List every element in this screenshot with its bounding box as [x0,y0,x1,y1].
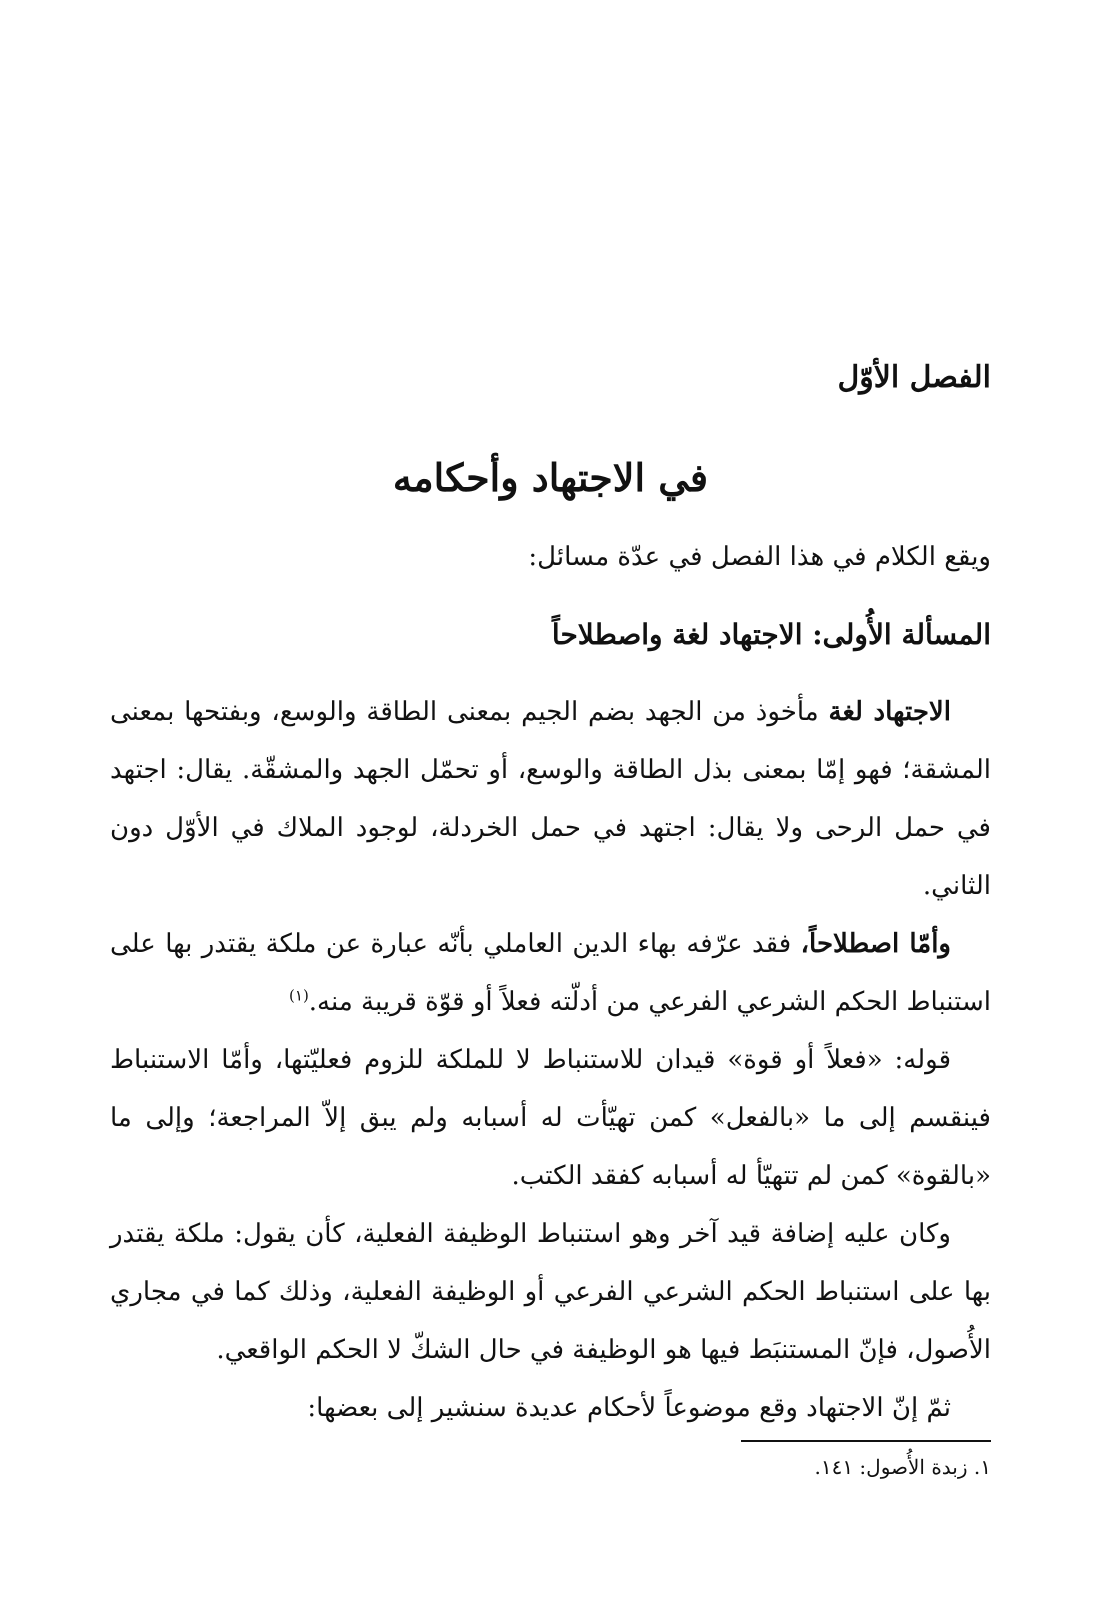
paragraph-linguistic-definition [110,683,991,915]
paragraph-addition: وكان عليه إضافة قيد آخر وهو استنباط الوظيفة الفعلية، كأن يقول: ملكة يقتدر بها على استنباط الحكم الشرعي الفرعي أو الوظيفة الفعلية، وذلك كما في مجاري الأُصول، فإنّ المستنبَط فيها هو الوظيفة في حال الشكّ لا الحكم الواقعي. [110,1219,991,1365]
chapter-label: الفصل الأوّل [837,360,991,395]
footnote-divider [741,1440,991,1442]
paragraph-text: مأخوذ من الجهد بضم الجيم بمعنى الطاقة والوسع، وبفتحها بمعنى المشقة؛ فهو إمّا بمعنى بذل الطاقة والوسع، أو تحمّل الجهد والمشقّة. يقال: اجتهد في حمل الرحى ولا يقال: اجتهد في حمل الخردلة، لوجود الملاك في الأوّل دون الثاني. [110,697,991,901]
paragraph-lead: الاجتهاد لغة [828,697,951,727]
section-heading: المسألة الأُولى: الاجتهاد لغة واصطلاحاً [551,618,991,651]
paragraph-technical-definition [110,915,991,1031]
footnote: ١. زبدة الأُصول: ١٤١. [814,1455,991,1479]
footnote-reference: (١) [289,986,309,1005]
paragraph-commentary: قوله: «فعلاً أو قوة» قيدان للاستنباط لا للملكة للزوم فعليّتها، وأمّا الاستنباط فينقسم إلى ما «بالفعل» كمن تهيّأت له أسبابه ولم يبق إلاّ المراجعة؛ وإلى ما «بالقوة» كمن لم تتهيّأ له أسبابه كفقد الكتب. [110,1045,991,1191]
paragraph-transition: ثمّ إنّ الاجتهاد وقع موضوعاً لأحكام عديدة سنشير إلى بعضها: [307,1393,951,1423]
chapter-title: في الاجتهاد وأحكامه [392,455,709,500]
intro-paragraph: ويقع الكلام في هذا الفصل في عدّة مسائل: [528,542,991,572]
paragraph-lead: وأمّا اصطلاحاً، [800,929,951,959]
paragraph-text: فقد عرّفه بهاء الدين العاملي بأنّه عبارة عن ملكة يقتدر بها على استنباط الحكم الشرعي الفرعي من أدلّته فعلاً أو قوّة قريبة منه. [110,929,991,1017]
